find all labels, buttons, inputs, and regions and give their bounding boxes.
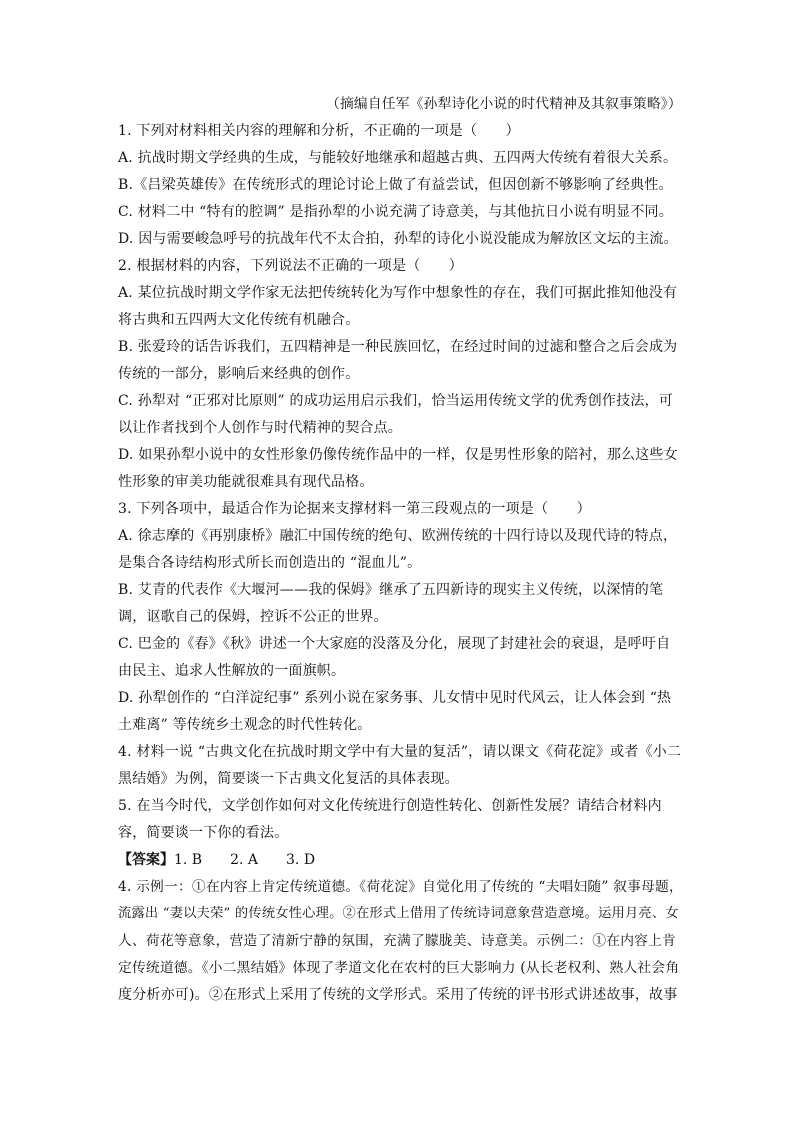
answer-4-line-3: 人、荷花等意象，营造了清新宁静的氛围，充满了朦胧美、诗意美。示例二：①在内容上肯 bbox=[118, 933, 677, 949]
question-3-option-b-line-1: B. 艾青的代表作《大堰河——我的保姆》继承了五四新诗的现实主义传统，以深情的笔 bbox=[118, 582, 664, 598]
question-1-option-d: D. 因与需要峻急呼号的抗战年代不太合拍，孙犁的诗化小说没能成为解放区文坛的主流。 bbox=[118, 231, 678, 247]
answer-values: 1. B 2. A 3. D bbox=[174, 852, 316, 868]
answer-4-line-2: 流露出 “妻以夫荣” 的传统女性心理。②在形式上借用了传统诗词意象营造意境。运用月亮、女 bbox=[118, 906, 679, 921]
question-3-option-b-line-2: 调，讴歌自己的保姆，控诉不公正的世界。 bbox=[118, 609, 388, 625]
question-2-option-a-line-2: 将古典和五四两大文化传统有机融合。 bbox=[118, 312, 360, 328]
question-3-option-c-line-1: C. 巴金的《春》《秋》讲述一个大家庭的没落及分化，展现了封建社会的衰退，是呼吁自 bbox=[118, 636, 671, 652]
question-3-option-a-line-1: A. 徐志摩的《再别康桥》融汇中国传统的绝句、欧洲传统的十四行诗以及现代诗的特点， bbox=[118, 528, 678, 544]
question-4-line-2: 黑结婚》为例，简要谈一下古典文化复活的具体表现。 bbox=[118, 771, 459, 787]
question-2-option-d-line-2: 性形象的审美功能就很难具有现代品格。 bbox=[118, 474, 374, 490]
question-3-option-d-line-2: 土难离” 等传统乡土观念的时代性转化。 bbox=[118, 717, 372, 733]
question-4-line-1: 4. 材料一说 “古典文化在抗战时期文学中有大量的复活”，请以课文《荷花淀》或者《小二 bbox=[118, 744, 682, 760]
question-2-option-c-line-2: 以让作者找到个人创作与时代精神的契合点。 bbox=[118, 420, 402, 436]
question-2-option-b-line-1: B. 张爱玲的话告诉我们，五四精神是一种民族回忆，在经过时间的过滤和整合之后会成为 bbox=[118, 339, 678, 355]
question-3-stem: 3. 下列各项中，最适合作为论据来支撑材料一第三段观点的一项是（ ） bbox=[118, 501, 591, 517]
answer-4-line-1: 4. 示例一：①在内容上肯定传统道德。《荷花淀》自觉化用了传统的 “夫唱妇随” 叙事母题， bbox=[118, 879, 683, 895]
question-3-option-c-line-2: 由民主、追求人性解放的一面旗帜。 bbox=[118, 663, 346, 679]
answer-label: 【答案】 bbox=[118, 852, 174, 868]
question-2-option-a-line-1: A. 某位抗战时期文学作家无法把传统转化为写作中想象性的存在，我们可据此推知他没有 bbox=[118, 285, 678, 301]
question-5-line-1: 5. 在当今时代，文学创作如何对文化传统进行创造性转化、创新性发展？请结合材料内 bbox=[118, 798, 662, 814]
question-3-option-d-line-1: D. 孙犁创作的 “白洋淀纪事” 系列小说在家务事、儿女情中见时代风云，让人体会到 “热 bbox=[118, 690, 672, 706]
source-citation: （摘编自任军《孙犁诗化小说的时代精神及其叙事策略》） bbox=[326, 96, 682, 112]
question-1-option-c: C. 材料二中 “特有的腔调” 是指孙犁的小说充满了诗意美，与其他抗日小说有明显不同。 bbox=[118, 204, 673, 220]
question-1-option-b: B.《吕梁英雄传》在传统形式的理论讨论上做了有益尝试，但因创新不够影响了经典性。 bbox=[118, 177, 673, 193]
question-2-option-d-line-1: D. 如果孙犁小说中的女性形象仍像传统作品中的一样，仅是男性形象的陪衬，那么这些女 bbox=[118, 447, 678, 463]
answer-row bbox=[118, 850, 315, 870]
answer-4-line-4: 定传统道德。《小二黑结婚》体现了孝道文化在农村的巨大影响力 (从长老权利、熟人社会角 bbox=[118, 960, 680, 976]
question-3-option-a-line-2: 是集合各诗结构形式所长而创造出的 “混血儿”。 bbox=[118, 555, 422, 571]
question-5-line-2: 容，简要谈一下你的看法。 bbox=[118, 825, 289, 841]
answer-4-line-5: 度分析亦可)。②在形式上采用了传统的文学形式。采用了传统的评书形式讲述故事，故事 bbox=[118, 987, 678, 1003]
question-2-stem: 2. 根据材料的内容，下列说法不正确的一项是（ ） bbox=[118, 258, 464, 274]
question-1-option-a: A. 抗战时期文学经典的生成，与能较好地继承和超越古典、五四两大传统有着很大关系。 bbox=[118, 150, 678, 166]
question-2-option-b-line-2: 传统的一部分，影响后来经典的创作。 bbox=[118, 366, 360, 382]
question-1-stem: 1. 下列对材料相关内容的理解和分析，不正确的一项是（ ） bbox=[118, 123, 520, 139]
question-2-option-c-line-1: C. 孙犁对 “正邪对比原则” 的成功运用启示我们，恰当运用传统文学的优秀创作技法，可 bbox=[118, 393, 673, 409]
